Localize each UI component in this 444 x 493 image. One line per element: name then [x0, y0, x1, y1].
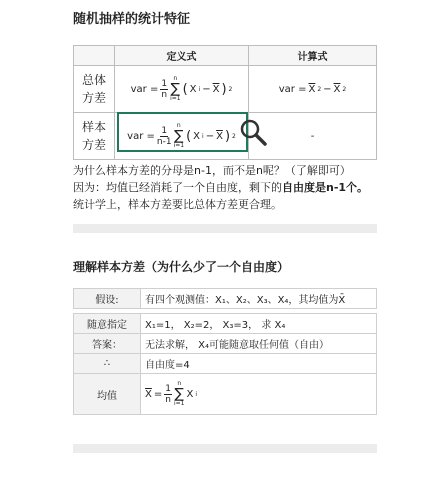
divider-band-2 [73, 444, 377, 453]
note-line-3: 统计学上，样本方差要比总体方差更合理。 [73, 198, 282, 211]
row-assumption: 假设: 有四个观测值：X₁、X₂、X₃、X₄，其均值为X̄ [74, 289, 377, 309]
note-line-2: 因为：均值已经消耗了一个自由度，剩下的自由度是n-1个。 [73, 181, 369, 194]
row-label-population: 总体 方差 [74, 66, 115, 113]
divider-band-1 [73, 224, 377, 233]
sample-computed-cell: - [249, 113, 377, 160]
note-line-1: 为什么样本方差的分母是n-1，而不是n呢？（了解即可） [73, 164, 351, 177]
sample-formula-highlight [117, 112, 248, 152]
col-header-computed: 计算式 [249, 46, 377, 66]
corner-cell [74, 46, 115, 66]
population-definition-formula: var = $\frac{1}{n}$ n ∑ i=1 ( X i − $\overline{X}$ ) 2 [115, 66, 249, 113]
row-mean: 均值 $\overline{X}$ = $\frac{1}{n}$ n ∑ i=1 X i [74, 374, 377, 415]
section1-title: 随机抽样的统计特征 [73, 12, 191, 27]
row-label-sample: 样本 方差 [74, 113, 115, 160]
note-line-2-bold: 自由度是n-1个。 [282, 181, 369, 194]
col-header-definition: 定义式 [115, 46, 249, 66]
population-computed-formula: var = $\overline{X}$ 2 − $\overline{X}$ 2 [249, 66, 377, 113]
section2-title: 理解样本方差（为什么少了一个自由度） [73, 260, 290, 274]
row-therefore: ∴ 自由度=4 [74, 354, 377, 374]
magnifier-icon[interactable] [238, 117, 268, 147]
sample-definition-formula: var = $\frac{1}{n-1}$ n ∑ i=1 ( X i − $\overline{X}$ ) 2 [115, 113, 249, 160]
row-answer: 答案： 无法求解， X₄可能随意取任何值（自由） [74, 334, 377, 354]
degrees-of-freedom-table [73, 288, 377, 415]
mean-formula: $\overline{X}$ = $\frac{1}{n}$ n ∑ i=1 X i [141, 374, 377, 415]
row-assign: 随意指定 X₁=1， X₂=2， X₃=3， 求 X₄ [74, 314, 377, 334]
